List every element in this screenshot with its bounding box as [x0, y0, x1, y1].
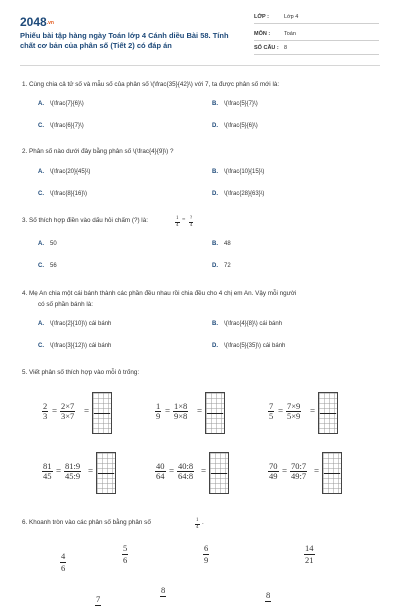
class-row: LỚP : Lớp 4 [254, 13, 379, 24]
q5-answer-box[interactable] [205, 392, 225, 434]
q3-option-a[interactable]: A. 50 [38, 241, 57, 247]
q6-fraction-option-partial[interactable]: 8 [266, 590, 271, 600]
q5-answer-box[interactable] [322, 452, 342, 494]
q5-equals: = [169, 466, 175, 476]
q6-fraction-option[interactable]: 4 6 [61, 551, 66, 573]
q5-equals: = [201, 466, 207, 476]
question-5: 5. Viết phân số thích hợp vào mỗi ô trống: [22, 369, 140, 376]
q3-option-b[interactable]: B. 48 [212, 241, 231, 247]
q5-fraction-operation: $\frac{2\times 7}{3\times 7}$ [61, 401, 75, 421]
q6-fraction-option-partial[interactable]: 8 [161, 585, 166, 595]
q6-reference-fraction: $\frac{1}{4}$ [196, 518, 199, 530]
q2-option-c[interactable]: C. \(\frac{8}{16}\) [38, 191, 88, 197]
q6-fraction-option[interactable]: 6 9 [204, 543, 209, 565]
q3-option-d[interactable]: D. 72 [212, 263, 231, 269]
q5-fraction-given: $\frac{40}{64}$ [156, 461, 165, 481]
question-1: 1. Cùng chia cả tử số và mẫu số của phân số \(\frac{35}{42}\) với 7, ta được phân số mới là: [22, 81, 280, 88]
q2-option-d[interactable]: D. \(\frac{28}{63}\) [212, 191, 265, 197]
q5-fraction-operation: $\frac{70:7}{49:7}$ [291, 461, 307, 481]
q5-fraction-given: $\frac{70}{49}$ [269, 461, 278, 481]
q6-period: . [202, 519, 204, 526]
q5-equals: = [56, 466, 62, 476]
q5-answer-box[interactable] [209, 452, 229, 494]
q1-option-c[interactable]: C. \(\frac{6}{7}\) [38, 123, 84, 129]
q5-fraction-given: $\frac{7}{5}$ [269, 401, 274, 421]
q5-answer-box[interactable] [92, 392, 112, 434]
q4-option-d[interactable]: D. \(\frac{5}{35}\) cái bánh [212, 343, 286, 349]
q5-equals: = [84, 406, 90, 416]
q5-fraction-operation: $\frac{81:9}{45:9}$ [65, 461, 81, 481]
divider [20, 65, 380, 66]
q1-option-a[interactable]: A. \(\frac{7}{6}\) [38, 101, 84, 107]
q6-fraction-option[interactable]: 14 21 [305, 543, 314, 565]
q5-answer-box[interactable] [318, 392, 338, 434]
q2-option-b[interactable]: B. \(\frac{10}{15}\) [212, 169, 265, 175]
q2-option-a[interactable]: A. \(\frac{20}{45}\) [38, 169, 91, 175]
q5-fraction-operation: $\frac{1\times 8}{9\times 8}$ [174, 401, 188, 421]
q5-fraction-given: $\frac{1}{9}$ [156, 401, 161, 421]
q3-option-c[interactable]: C. 56 [38, 263, 57, 269]
q3-fraction-left: $\frac{1}{4}$ [176, 216, 179, 228]
q4-option-c[interactable]: C. \(\frac{3}{12}\) cái bánh [38, 343, 112, 349]
page-title: Phiếu bài tập hàng ngày Toán lớp 4 Cánh diều Bài 58. Tính chất cơ bản của phân số (Tiết 2) có đáp án [20, 31, 229, 50]
question-6: 6. Khoanh tròn vào các phân số bằng phân số [22, 519, 151, 526]
q5-equals: = [197, 406, 203, 416]
question-4-line-1: 4. Mẹ An chia một cái bánh thành các phần đều nhau rồi chia đều cho 4 chị em An. Vậy mỗi người [22, 290, 297, 297]
q4-option-a[interactable]: A. \(\frac{2}{10}\) cái bánh [38, 321, 112, 327]
question-2: 2. Phân số nào dưới đây bằng phân số \(\frac{4}{9}\) ? [22, 148, 174, 155]
q5-fraction-operation: $\frac{7\times 9}{5\times 9}$ [287, 401, 301, 421]
question-3: 3. Số thích hợp điền vào dấu hỏi chấm (?) là: [22, 217, 148, 224]
q5-fraction-given: $\frac{2}{3}$ [43, 401, 48, 421]
q5-fraction-given: $\frac{81}{45}$ [43, 461, 52, 481]
q3-equals: = [182, 217, 186, 223]
q3-fraction-right: ? 4 [189, 216, 193, 228]
q5-equals: = [282, 466, 288, 476]
q5-equals: = [310, 406, 316, 416]
q5-equals: = [278, 406, 284, 416]
header [0, 0, 400, 62]
q1-option-b[interactable]: B. \(\frac{5}{7}\) [212, 101, 258, 107]
q4-option-b[interactable]: B. \(\frac{4}{8}\) cái bánh [212, 321, 283, 327]
q5-equals: = [314, 466, 320, 476]
q6-fraction-option[interactable]: 5 6 [123, 543, 128, 565]
q5-equals: = [165, 406, 171, 416]
q5-answer-box[interactable] [96, 452, 116, 494]
q5-fraction-operation: $\frac{40:8}{64:8}$ [178, 461, 194, 481]
q5-equals: = [52, 406, 58, 416]
count-row: SỐ CÂU : 8 [254, 44, 379, 55]
subject-row: MÔN : Toán [254, 30, 379, 41]
q5-equals: = [88, 466, 94, 476]
question-4-line-2: có số phần bánh là: [38, 301, 93, 308]
site-logo[interactable]: 2048.vn [20, 15, 54, 29]
q6-fraction-option-partial[interactable]: 7 [96, 594, 101, 604]
q1-option-d[interactable]: D. \(\frac{5}{6}\) [212, 123, 258, 129]
